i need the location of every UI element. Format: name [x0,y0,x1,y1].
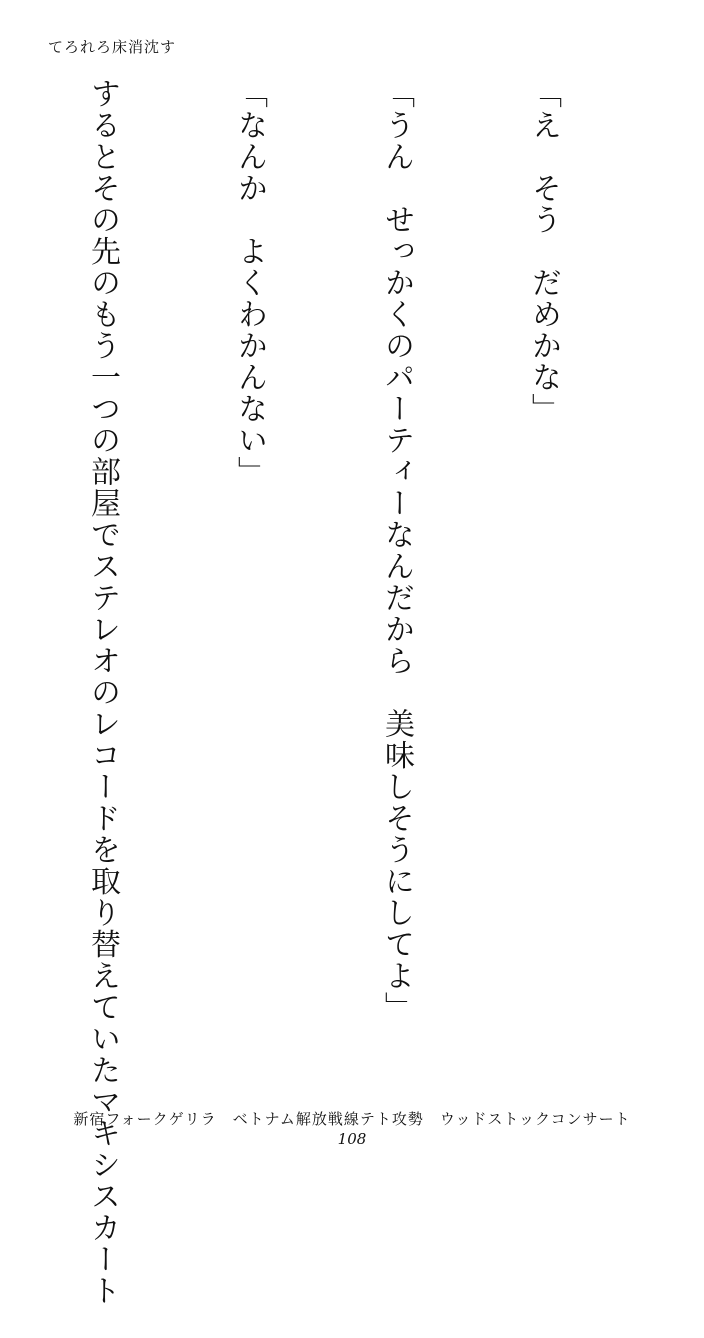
text-line: 「なんか よくわかんない」 [232,78,267,488]
footer-caption: 新宿フォークゲリラ ベトナム解放戦線テト攻勢 ウッドストックコンサート [73,1110,631,1128]
text-line: するとその先のもう一つの部屋でステレオのレコードを取り替えていたマキシスカート [85,78,120,1307]
text-line: 「え そう だめかな」 [526,78,561,425]
page-number: 108 [337,1130,367,1148]
text-line: 「うん せっかくのパーティーなんだから 美味しそうにしてよ」 [379,78,414,1023]
running-head: てろれろ床消沈す [48,38,177,56]
